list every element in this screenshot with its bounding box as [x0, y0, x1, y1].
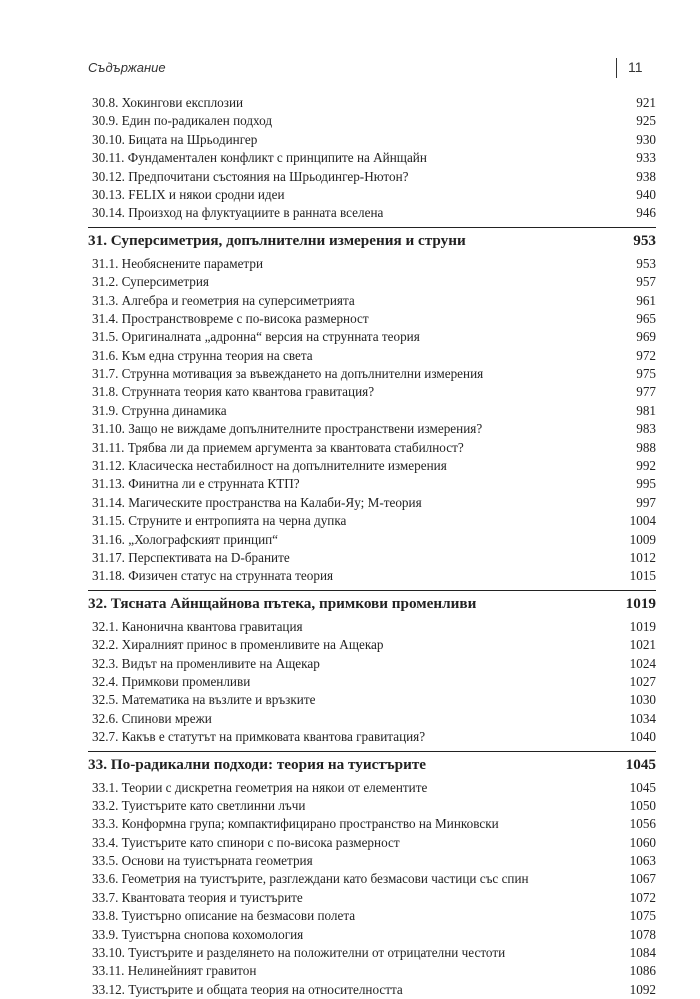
toc-section: [90, 292, 656, 310]
toc-section-title: 31.14. Магическите пространства на Калаби-Яу; М-теория: [92, 494, 422, 510]
toc-section-page: 1009: [629, 531, 656, 547]
toc-section-page: 972: [636, 347, 656, 363]
toc-section-title: 30.11. Фундаментален конфликт с принципите на Айнщайн: [92, 150, 427, 166]
toc-section: [90, 636, 656, 654]
toc-section: [90, 710, 656, 728]
toc-section-page: 1072: [629, 889, 656, 905]
toc-section-title: 30.10. Бицата на Шрьодингер: [92, 131, 258, 147]
toc-section-page: 1067: [629, 871, 656, 887]
toc-chapter-page: 1019: [625, 595, 656, 613]
toc-section-page: 946: [636, 205, 656, 221]
toc-section-title: 33.9. Туистърна снопова кохомология: [92, 926, 304, 942]
toc-section: [90, 834, 656, 852]
toc-section-title: 32.2. Хиралният принос в променливите на Ащекар: [92, 637, 384, 653]
toc-section-title: 31.10. Защо не виждаме допълнителните пространствени измерения?: [92, 421, 483, 437]
toc-section-page: 977: [636, 384, 656, 400]
toc-section-page: 953: [636, 255, 656, 271]
chapter-sections: [88, 779, 656, 999]
toc-section: [90, 328, 656, 346]
toc-section: [90, 475, 656, 493]
toc-section-page: 1024: [629, 655, 656, 671]
toc-chapter: [88, 751, 656, 779]
toc-section: [90, 815, 656, 833]
toc-section: [90, 112, 656, 130]
toc-section: [90, 981, 656, 999]
toc-section-page: 1084: [629, 945, 656, 961]
toc-section-title: 33.2. Туистърите като светлинни лъчи: [92, 797, 306, 813]
toc-chapter-page: 953: [633, 232, 656, 250]
toc-section-page: 1045: [629, 779, 656, 795]
toc-section-title: 33.11. Нелинейният гравитон: [92, 963, 257, 979]
toc-section-title: 32.1. Канонична квантова гравитация: [92, 618, 303, 634]
toc-section-page: 921: [636, 95, 656, 110]
chapter-sections: [88, 618, 656, 747]
toc-section-page: 988: [636, 439, 656, 455]
running-head: [88, 58, 656, 80]
chapter-block: [88, 227, 656, 586]
toc-section-page: 1034: [629, 710, 656, 726]
toc-section-page: 961: [636, 292, 656, 308]
toc-section-page: 1050: [629, 797, 656, 813]
toc-section-page: 1056: [629, 816, 656, 832]
toc-section: [90, 347, 656, 365]
toc-section-page: 1040: [629, 729, 656, 745]
toc-section: [90, 168, 656, 186]
toc-section: [90, 852, 656, 870]
toc-section-title: 31.1. Необяснените параметри: [92, 255, 264, 271]
toc-section: [90, 204, 656, 222]
toc-section: [90, 673, 656, 691]
toc-chapter: [88, 590, 656, 618]
toc-section: [90, 457, 656, 475]
toc-section-title: 31.2. Суперсиметрия: [92, 274, 209, 290]
toc-section: [90, 926, 656, 944]
table-of-contents: [88, 94, 656, 999]
toc-section-title: 30.14. Произход на флуктуациите в ранната вселена: [92, 205, 384, 221]
toc-section-title: 33.8. Туистърно описание на безмасови полета: [92, 908, 356, 924]
toc-section: [90, 728, 656, 746]
toc-section-title: 33.7. Квантовата теория и туистърите: [92, 889, 303, 905]
toc-section: [90, 870, 656, 888]
toc-section-page: 969: [636, 329, 656, 345]
toc-section-page: 1060: [629, 834, 656, 850]
toc-section: [90, 94, 656, 112]
toc-section: [90, 797, 656, 815]
toc-section: [90, 944, 656, 962]
toc-section-title: 31.7. Струнна мотивация за въвеждането на допълнителни измерения: [92, 366, 484, 382]
toc-section-title: 31.15. Струните и ентропията на черна дупка: [92, 513, 347, 529]
toc-section-page: 1086: [629, 963, 656, 979]
toc-section: [90, 310, 656, 328]
toc-section: [90, 655, 656, 673]
toc-section: [90, 420, 656, 438]
toc-section-page: 1063: [629, 853, 656, 869]
toc-section-title: 33.6. Геометрия на туистърите, разглеждани като безмасови частици със спин: [92, 871, 529, 887]
toc-section: [90, 186, 656, 204]
toc-section-title: 31.13. Финитна ли е струнната КТП?: [92, 476, 300, 492]
toc-section-title: 31.4. Пространствовреме с по-висока размерност: [92, 310, 369, 326]
toc-section: [90, 531, 656, 549]
toc-section-page: 1078: [629, 926, 656, 942]
toc-section-page: 940: [636, 186, 656, 202]
toc-section: [90, 494, 656, 512]
toc-section-title: 32.4. Примкови променливи: [92, 673, 251, 689]
toc-section-page: 1004: [629, 513, 656, 529]
toc-section-page: 995: [636, 476, 656, 492]
toc-section-title: 30.9. Един по-радикален подход: [92, 113, 273, 129]
toc-section-title: 31.5. Оригиналната „адронна“ версия на струнната теория: [92, 329, 420, 345]
toc-section-title: 31.9. Струнна динамика: [92, 402, 227, 418]
toc-section: [90, 365, 656, 383]
running-head-title: Съдържание: [88, 60, 166, 75]
toc-section-page: 938: [636, 168, 656, 184]
toc-section: [90, 549, 656, 567]
toc-section-title: 32.6. Спинови мрежи: [92, 710, 212, 726]
toc-section-title: 31.8. Струнната теория като квантова гравитация?: [92, 384, 375, 400]
toc-section: [90, 691, 656, 709]
toc-section: [90, 512, 656, 530]
toc-section-page: 925: [636, 113, 656, 129]
toc-section-title: 31.3. Алгебра и геометрия на суперсиметрията: [92, 292, 355, 308]
toc-section-title: 31.17. Перспективата на D-браните: [92, 549, 290, 565]
toc-section: [90, 255, 656, 273]
toc-chapter-title: 33. По-радикални подходи: теория на туистърите: [88, 756, 427, 773]
toc-chapter-title: 31. Суперсиметрия, допълнителни измерения и струни: [88, 232, 466, 250]
toc-section: [90, 439, 656, 457]
toc-section: [90, 618, 656, 636]
toc-section-title: 33.10. Туистърите и разделянето на положителни от отрицателни честоти: [92, 945, 506, 961]
toc-section-title: 32.5. Математика на възлите и връзките: [92, 692, 316, 708]
toc-section-title: 33.1. Теории с дискретна геометрия на някои от елементите: [92, 779, 428, 795]
toc-section: [90, 149, 656, 167]
chapter-block: [88, 590, 656, 747]
running-head-divider: [616, 58, 617, 78]
toc-section-title: 33.12. Туистърите и общата теория на относителността: [92, 981, 403, 997]
toc-chapter-page: 1045: [625, 756, 656, 773]
toc-section: [90, 779, 656, 797]
toc-section-title: 31.18. Физичен статус на струнната теория: [92, 568, 334, 584]
toc-section-title: 31.16. „Холографският принцип“: [92, 531, 279, 547]
toc-section: [90, 889, 656, 907]
toc-section-page: 1012: [629, 549, 656, 565]
toc-section-title: 32.3. Видът на променливите на Ащекар: [92, 655, 320, 671]
toc-section-page: 930: [636, 131, 656, 147]
toc-section-page: 965: [636, 310, 656, 326]
toc-section-title: 30.8. Хокингови експлозии: [92, 95, 244, 110]
toc-section-title: 33.5. Основи на туистърната геометрия: [92, 853, 313, 869]
toc-section-title: 33.4. Туистърите като спинори с по-висока размерност: [92, 834, 400, 850]
toc-section-page: 957: [636, 274, 656, 290]
toc-section-title: 33.3. Конформна група; компактифицирано пространство на Минковски: [92, 816, 499, 832]
toc-section: [90, 402, 656, 420]
toc-section-page: 1019: [629, 618, 656, 634]
toc-section-page: 983: [636, 421, 656, 437]
toc-section-page: 1075: [629, 908, 656, 924]
toc-section-page: 1030: [629, 692, 656, 708]
toc-section-title: 32.7. Какъв е статутът на примковата квантова гравитация?: [92, 729, 426, 745]
toc-section-title: 30.13. FELIX и някои сродни идеи: [92, 186, 285, 202]
toc-section: [90, 273, 656, 291]
page-number: 11: [628, 59, 643, 75]
toc-section-page: 1015: [629, 568, 656, 584]
chapter-sections: [88, 255, 656, 586]
toc-section: [90, 131, 656, 149]
toc-section-page: 997: [636, 494, 656, 510]
toc-section-title: 30.12. Предпочитани състояния на Шрьодингер-Нютон?: [92, 168, 409, 184]
toc-section: [90, 567, 656, 585]
toc-section-page: 1027: [629, 673, 656, 689]
toc-chapter-title: 32. Тясната Айнщайнова пътека, примкови променливи: [88, 595, 477, 613]
toc-section-page: 975: [636, 366, 656, 382]
chapter-block: [88, 751, 656, 999]
toc-section-page: 981: [636, 402, 656, 418]
toc-section-title: 31.12. Класическа нестабилност на допълнителните измерения: [92, 458, 447, 474]
toc-section: [90, 383, 656, 401]
toc-section: [90, 907, 656, 925]
toc-section-page: 1092: [629, 981, 656, 997]
toc-section-page: 933: [636, 150, 656, 166]
toc-section: [90, 962, 656, 980]
toc-chapter: [88, 227, 656, 255]
toc-section-title: 31.11. Трябва ли да приемем аргумента за квантовата стабилност?: [92, 439, 464, 455]
leading-sections: [88, 94, 656, 223]
toc-section-title: 31.6. Към една струнна теория на света: [92, 347, 313, 363]
toc-section-page: 992: [636, 458, 656, 474]
toc-section-page: 1021: [629, 637, 656, 653]
